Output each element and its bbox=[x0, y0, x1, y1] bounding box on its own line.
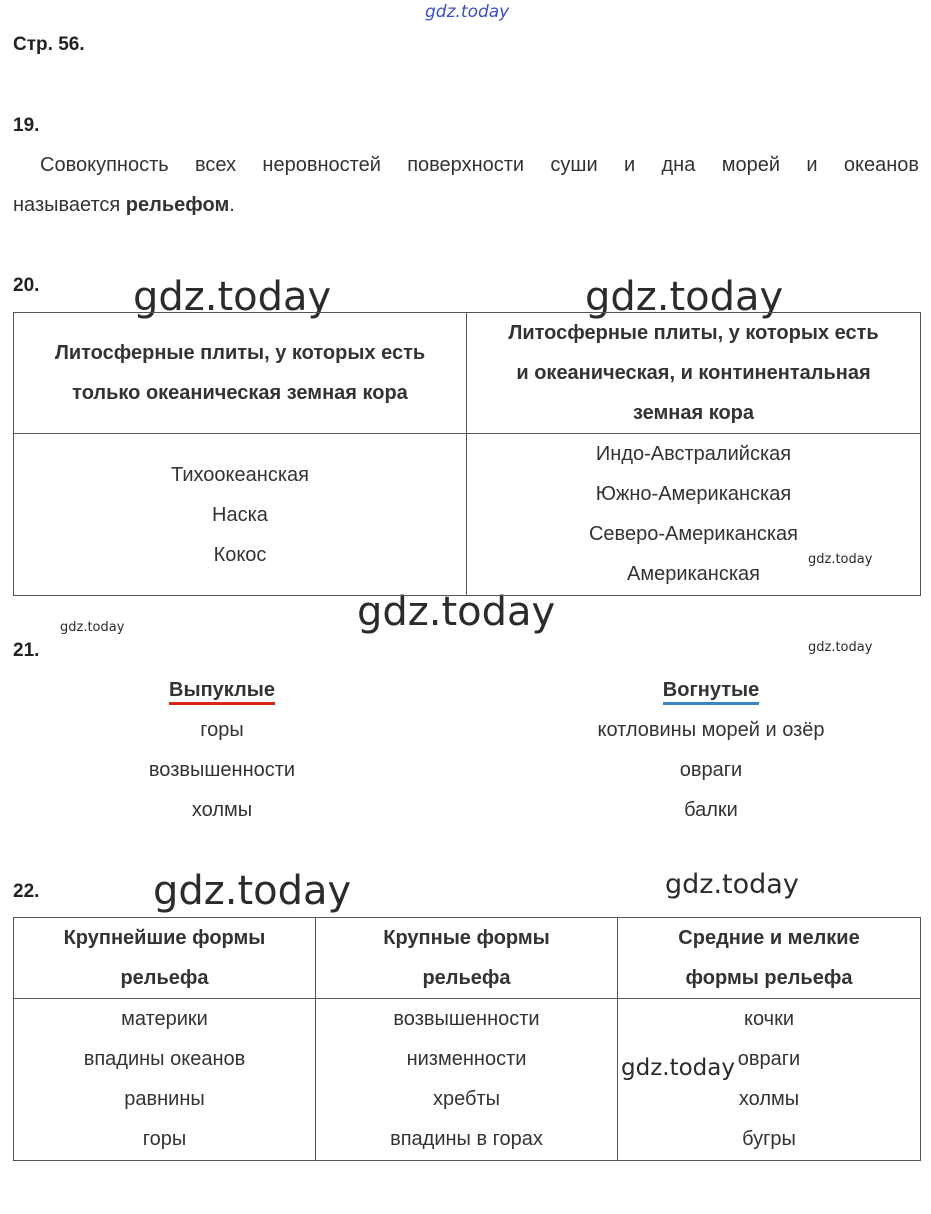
task-19-line1: Совокупность всех неровностей поверхности суши и дна морей и океанов bbox=[40, 154, 919, 176]
list-item: Северо-Американская bbox=[588, 523, 798, 545]
list-item: впадины в горах bbox=[390, 1128, 543, 1150]
list-item: материки bbox=[121, 1008, 208, 1030]
list-item: горы bbox=[200, 719, 244, 741]
watermark-small: gdz.today bbox=[60, 620, 125, 635]
list-item: возвышенности bbox=[393, 1008, 540, 1030]
task-22-header-small: Средние и мелкие формы рельефа bbox=[618, 918, 921, 999]
task-21-concave-heading: Вогнутые bbox=[663, 678, 759, 705]
list-item: Наска bbox=[212, 503, 268, 526]
task-21-convex-heading: Выпуклые bbox=[169, 678, 275, 705]
task-20-header-mixed: Литосферные плиты, у которых есть и океаническая, и континентальная земная кора bbox=[467, 313, 921, 434]
task-19-number: 19. bbox=[13, 115, 40, 136]
task-19-line2-prefix: называется bbox=[13, 194, 126, 216]
list-item: Тихоокеанская bbox=[171, 463, 309, 486]
list-item: Южно-Американская bbox=[595, 483, 792, 505]
watermark: gdz.today bbox=[133, 274, 332, 320]
list-item: кочки bbox=[744, 1008, 794, 1030]
list-item: горы bbox=[142, 1128, 187, 1150]
list-item: Кокос bbox=[213, 543, 267, 566]
task-22-table bbox=[13, 917, 921, 1161]
watermark-small: gdz.today bbox=[808, 552, 873, 567]
list-item: котловины морей и озёр bbox=[597, 719, 825, 741]
page-title: Стр. 56. bbox=[13, 34, 85, 55]
task-19-line2-suffix: . bbox=[229, 194, 235, 216]
list-item: низменности bbox=[406, 1048, 527, 1070]
task-21-number: 21. bbox=[13, 640, 40, 661]
watermark: gdz.today bbox=[621, 1055, 735, 1081]
watermark: gdz.today bbox=[357, 589, 556, 635]
list-item: холмы bbox=[191, 799, 253, 821]
task-20-col-oceanic bbox=[14, 434, 467, 596]
list-item: овраги bbox=[737, 1048, 801, 1070]
watermark: gdz.today bbox=[665, 869, 799, 900]
task-20-col-mixed bbox=[467, 434, 921, 596]
list-item: впадины океанов bbox=[83, 1048, 246, 1070]
watermark: gdz.today bbox=[153, 868, 352, 914]
list-item: Американская bbox=[626, 563, 760, 585]
task-22-col-largest bbox=[14, 999, 316, 1161]
list-item: равнины bbox=[124, 1088, 205, 1110]
task-22-header-large: Крупные формы рельефа bbox=[316, 918, 618, 999]
task-22-header-largest: Крупнейшие формы рельефа bbox=[14, 918, 316, 999]
list-item: балки bbox=[684, 799, 738, 821]
list-item: холмы bbox=[738, 1088, 800, 1110]
task-21-convex bbox=[72, 670, 372, 830]
list-item: возвышенности bbox=[148, 759, 296, 781]
task-21-concave bbox=[561, 670, 861, 830]
watermark: gdz.today bbox=[585, 274, 784, 320]
task-22-number: 22. bbox=[13, 881, 40, 902]
watermark-top: gdz.today bbox=[425, 2, 510, 22]
task-20-table bbox=[13, 312, 921, 596]
watermark-small: gdz.today bbox=[808, 640, 873, 655]
task-22-col-large bbox=[316, 999, 618, 1161]
task-19-term: рельефом bbox=[125, 194, 230, 216]
list-item: овраги bbox=[679, 759, 743, 781]
task-19-text bbox=[13, 145, 919, 225]
task-20-header-oceanic: Литосферные плиты, у которых есть только океаническая земная кора bbox=[14, 313, 467, 434]
list-item: хребты bbox=[432, 1088, 500, 1110]
list-item: Индо-Австралийская bbox=[595, 443, 792, 465]
task-20-number: 20. bbox=[13, 275, 40, 296]
list-item: бугры bbox=[742, 1128, 796, 1150]
